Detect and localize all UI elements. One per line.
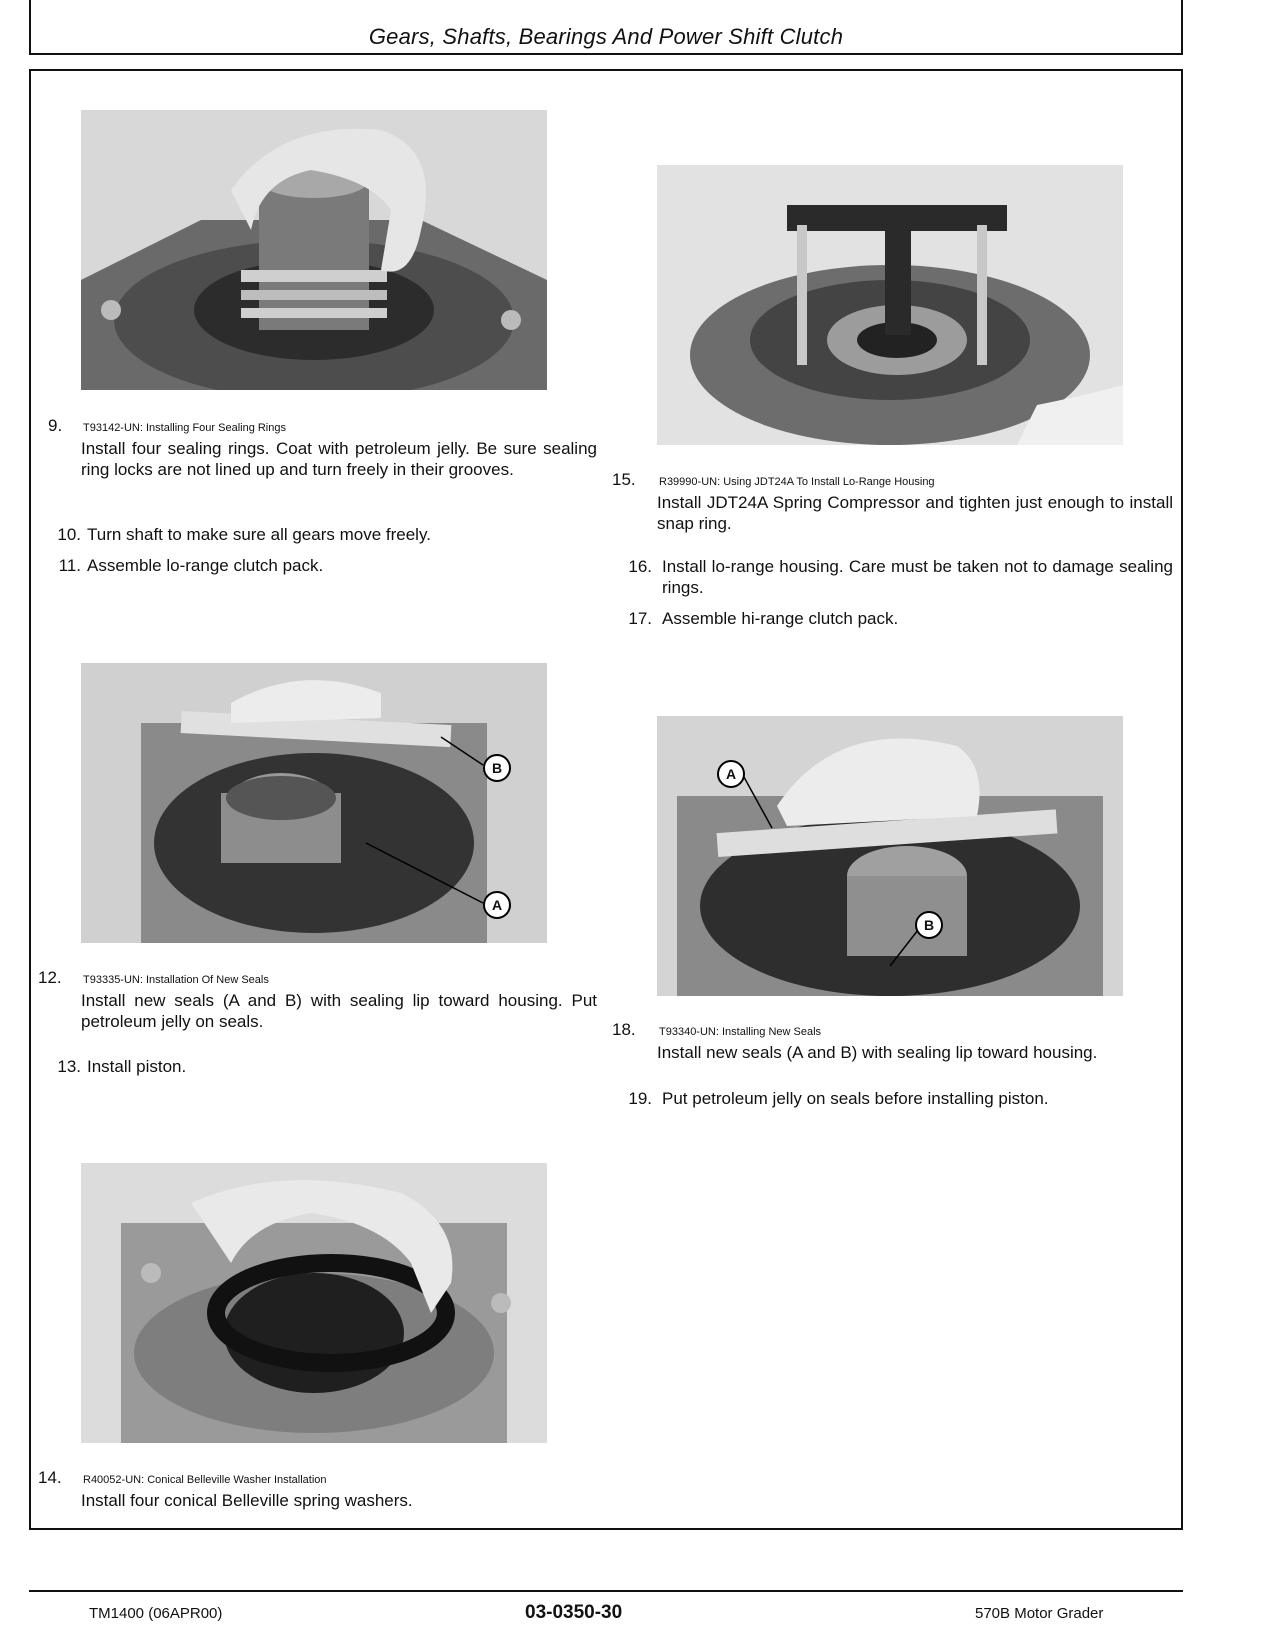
photo-sealing-rings-illustration xyxy=(81,110,547,390)
footer-machine-model: 570B Motor Grader xyxy=(975,1605,1104,1622)
step-number: 16. xyxy=(628,557,652,576)
step-number: 19. xyxy=(628,1089,652,1108)
step-text: Install four sealing rings. Coat with petroleum jelly. Be sure sealing ring locks are not lined up and turn freely in their grooves. xyxy=(81,439,597,479)
figure-number: 9. xyxy=(48,416,63,435)
photo-new-seals-hi xyxy=(657,716,1123,996)
step-text: Install four conical Belleville spring washers. xyxy=(81,1491,413,1510)
callout-b: B xyxy=(915,911,943,939)
figure-caption: T93340-UN: Installing New Seals xyxy=(659,1026,822,1038)
photo-spring-compressor xyxy=(657,165,1123,445)
footer-manual-id: TM1400 (06APR00) xyxy=(89,1605,223,1622)
step-text: Assemble hi-range clutch pack. xyxy=(662,609,899,628)
figure-number: 14. xyxy=(38,1468,62,1487)
step-text: Turn shaft to make sure all gears move freely. xyxy=(87,525,431,544)
step-number: 10. xyxy=(57,525,81,544)
photo-new-seals-lo xyxy=(81,663,547,943)
figure-caption: R40052-UN: Conical Belleville Washer Installation xyxy=(83,1474,327,1486)
photo-new-seals-lo-illustration xyxy=(81,663,547,943)
callout-a: A xyxy=(717,760,745,788)
figure-caption: T93335-UN: Installation Of New Seals xyxy=(83,974,269,986)
figure-caption: T93142-UN: Installing Four Sealing Rings xyxy=(83,422,286,434)
figure-number: 18. xyxy=(612,1020,636,1039)
callout-a: A xyxy=(483,891,511,919)
figure-number: 12. xyxy=(38,968,62,987)
figure-number: 15. xyxy=(612,470,636,489)
figure-caption: R39990-UN: Using JDT24A To Install Lo-Range Housing xyxy=(659,476,935,488)
footer-page-number: 03-0350-30 xyxy=(525,1602,623,1623)
photo-new-seals-hi-illustration xyxy=(657,716,1123,996)
step-number: 17. xyxy=(628,609,652,628)
callout-b: B xyxy=(483,754,511,782)
photo-spring-compressor-illustration xyxy=(657,165,1123,445)
step-text: Assemble lo-range clutch pack. xyxy=(87,556,324,575)
step-text: Install piston. xyxy=(87,1057,187,1076)
step-text: Install new seals (A and B) with sealing lip toward housing. xyxy=(657,1043,1098,1062)
step-text: Install lo-range housing. Care must be taken not to damage sealing rings. xyxy=(662,557,1173,597)
step-text: Install JDT24A Spring Compressor and tighten just enough to install snap ring. xyxy=(657,493,1173,533)
step-number: 11. xyxy=(58,556,81,575)
photo-belleville-washers-illustration xyxy=(81,1163,547,1443)
step-text: Install new seals (A and B) with sealing lip toward housing. Put petroleum jelly on seals. xyxy=(81,991,597,1031)
step-number: 13. xyxy=(57,1057,81,1076)
step-text: Put petroleum jelly on seals before installing piston. xyxy=(662,1089,1049,1108)
photo-sealing-rings xyxy=(81,110,547,390)
page-title: Gears, Shafts, Bearings And Power Shift Clutch xyxy=(368,24,844,49)
header-box xyxy=(29,0,1183,55)
footer-rule xyxy=(29,1590,1183,1592)
photo-belleville-washers xyxy=(81,1163,547,1443)
